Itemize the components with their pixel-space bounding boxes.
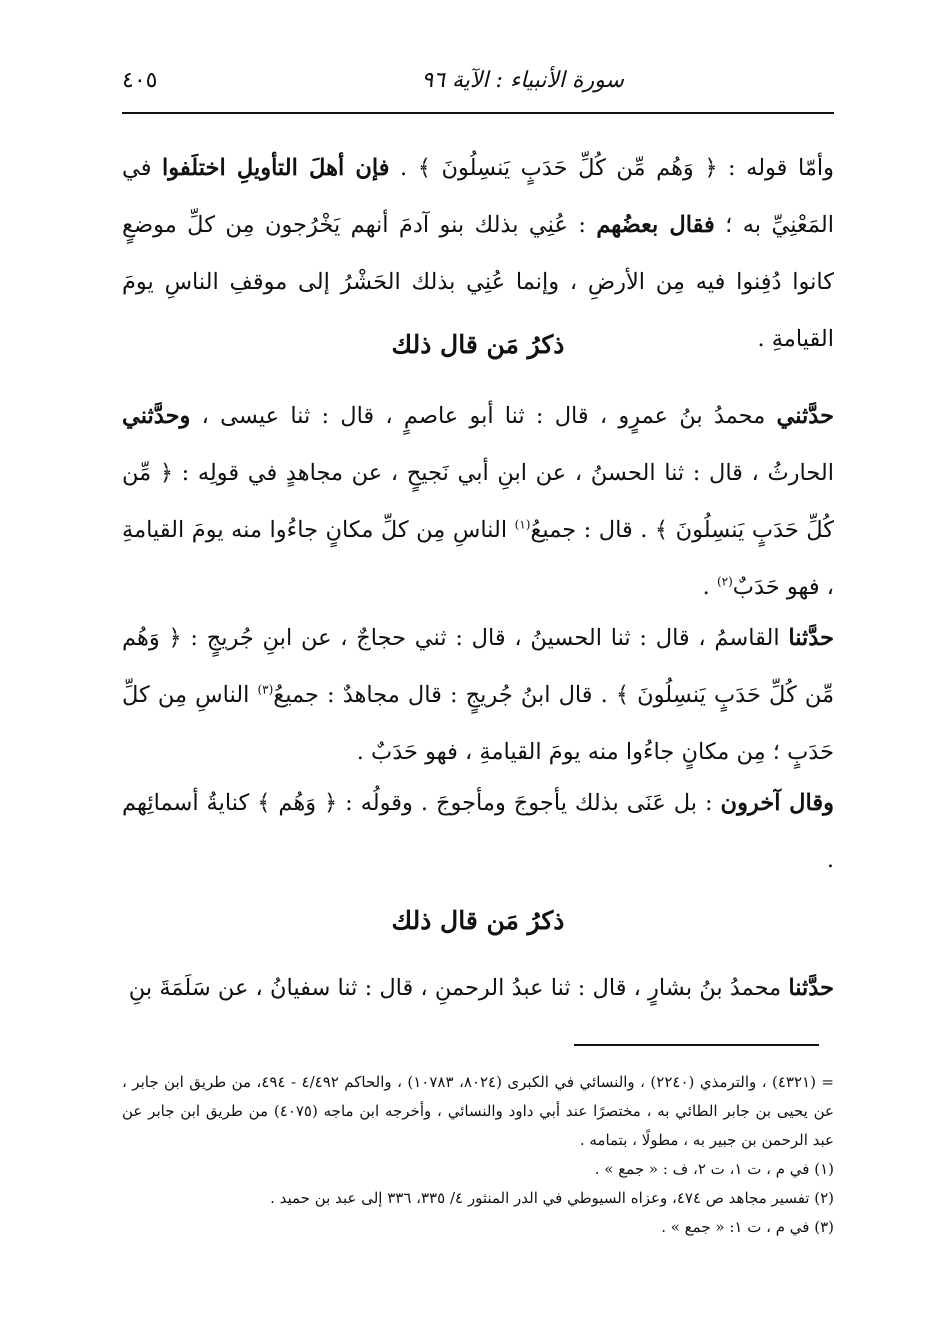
paragraph-2 xyxy=(122,388,834,616)
paragraph-4 xyxy=(122,775,834,889)
paragraph-5 xyxy=(122,960,834,1017)
para2-bold-1: حدَّثني xyxy=(776,403,834,429)
para2-text-4: . xyxy=(702,574,717,600)
footnote-2: (٢) تفسير مجاهد ص ٤٧٤، وعزاه السيوطي في الدر المنثور ٤/ ٣٣٥، ٣٣٦ إلى عبد بن حميد . xyxy=(270,1189,834,1207)
section-heading-1: ذكرُ مَن قال ذلك xyxy=(391,330,565,359)
para4-bold-1: وقال آخرون xyxy=(720,790,834,816)
para3-bold-1: حدَّثنا xyxy=(788,625,834,651)
para5-bold-1: حدَّثنا xyxy=(788,975,834,1001)
para5-text-1: محمدُ بنُ بشارٍ ، قال : ثنا عبدُ الرحمنِ ، قال : ثنا سفيانُ ، عن سَلَمَةَ بنِ xyxy=(128,975,789,1001)
footnote-continuation: = (٤٣٢١) ، والترمذي (٢٢٤٠) ، والنسائي في الكبرى (٨٠٢٤، ١٠٧٨٣) ، والحاكم ٤/٤٩٢ - ٤٩٤، من طريق ابن جابر ، عن يحيى بن جابر الطائي به ، مختصرًا عند أبي داود والنسائي ، وأخرجه ابن ماجه (٤٠٧٥) من طريق ابن جابر عن عبد الرحمن بن جبير به ، مطولًا ، بتمامه . xyxy=(122,1073,835,1149)
footnote-ref-2: (٢) xyxy=(716,574,733,589)
para2-text-2: الحارثُ ، قال : ثنا الحسنُ ، عن ابنِ أبي نَجيحٍ ، عن مجاهدٍ في قولِه : ﴿ مِّن كُلِّ حَدَبٍ يَنسِلُونَ ﴾ . قال : جميعُ xyxy=(122,460,835,543)
para4-text-1: : بل عَنَى بذلك يأجوجَ ومأجوجَ . وقولُه : ﴿ وَهُم ﴾ كنايةُ أسمائِهم . xyxy=(122,790,834,873)
para3-text-2: الناسِ مِن كلِّ حَدَبٍ ؛ مِن مكانٍ جاءُوا منه يومَ القيامةِ ، فهو حَدَبٌ . xyxy=(122,682,834,765)
para2-bold-2: وحدَّثني xyxy=(122,403,191,429)
para2-text-1: محمدُ بنُ عمرٍو ، قال : ثنا أبو عاصمٍ ، قال : ثنا عيسى ، xyxy=(190,403,777,429)
para3-text-1: القاسمُ ، قال : ثنا الحسينُ ، قال : ثني حجاجٌ ، عن ابنِ جُريجٍ : ﴿ وَهُم مِّن كُلِّ حَدَبٍ يَنسِلُونَ ﴾ . قال ابنُ جُريجٍ : قال مجاهدٌ : جميعُ xyxy=(122,625,834,708)
para1-bold-2: فقال بعضُهم xyxy=(596,212,715,238)
para1-rest: : عُنِي بذلك بنو آدمَ أنهم يَخْرُجون مِن كلِّ موضعٍ كانوا دُفِنوا فيه مِن الأرضِ ، وإنما عُنِي بذلك الحَشْرُ إلى موقفِ الناسِ يومَ القيامةِ . xyxy=(122,212,835,352)
footnote-ref-1: (١) xyxy=(514,517,531,532)
footnote-rule xyxy=(574,1044,819,1046)
footnote-ref-3: (٣) xyxy=(257,682,274,697)
para2-text-3: الناسِ مِن كلِّ مكانٍ جاءُوا منه يومَ القيامةِ ، فهو حَدَبٌ xyxy=(122,517,834,600)
para1-lead: وأمّا قوله : ﴿ وَهُم مِّن كُلِّ حَدَبٍ يَنسِلُونَ ﴾ . xyxy=(389,155,834,181)
page-number: ٤٠٥ xyxy=(122,68,158,93)
paragraph-3 xyxy=(122,610,834,781)
para1-mid: في المَعْنِيِّ به ؛ xyxy=(122,155,834,238)
footnote-1: (١) في م ، ت ١، ت ٢، ف : « جمع » . xyxy=(594,1160,834,1178)
section-heading-2: ذكرُ مَن قال ذلك xyxy=(391,906,565,935)
page-header xyxy=(122,60,834,104)
header-rule xyxy=(122,112,834,114)
footnote-3: (٣) في م ، ت ١: « جمع » . xyxy=(661,1218,834,1236)
footnotes xyxy=(122,1068,834,1242)
para1-bold-1: فإن أهلَ التأويلِ اختلَفوا xyxy=(162,155,390,181)
running-title: سورة الأنبياء : الآية ٩٦ xyxy=(421,68,624,93)
